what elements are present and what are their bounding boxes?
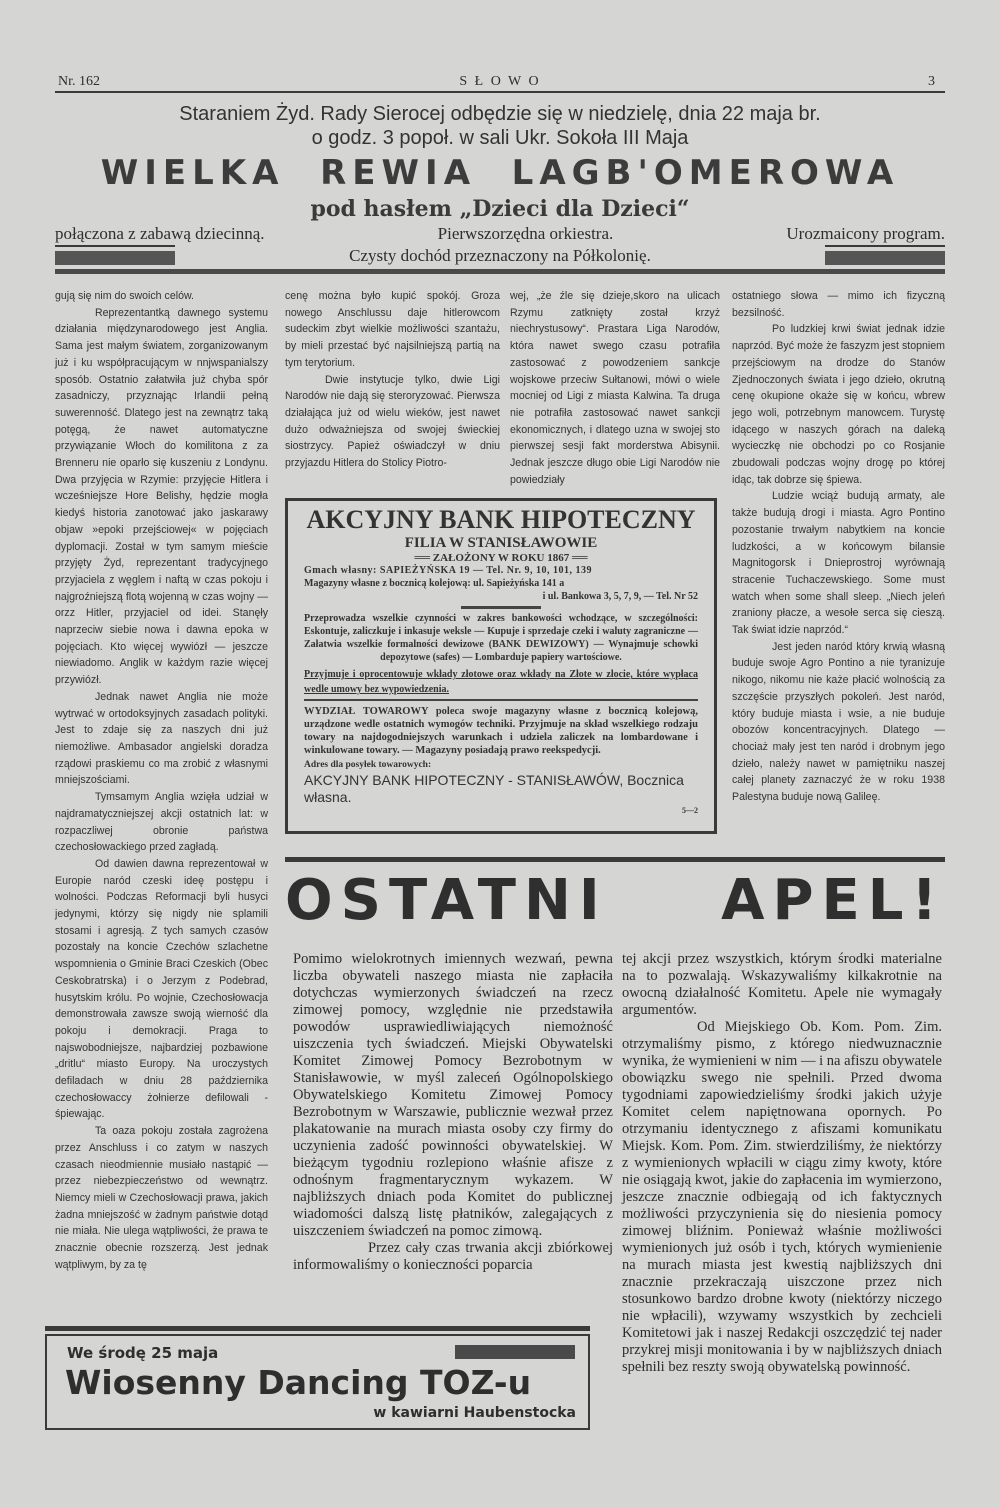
announcement-line-1: Staraniem Żyd. Rady Sierocej odbędzie się w niedzielę, dnia 22 maja br. — [179, 103, 821, 125]
ornament-rule — [55, 245, 175, 247]
paragraph: Dwie instytucje tylko, dwie Ligi Narodów nie dają się steroryzować. Pierwsza działająca już od wielu wieków, jest nawet dużo odważniejsza od swojej świeckiej siostrzycy. Papież oświadczył w dniu przyjazdu Hitlera do Stolicy Piotro- — [285, 373, 500, 470]
ornament-bar-right — [825, 251, 945, 265]
ornament-bar-left — [55, 251, 175, 265]
divider — [461, 606, 541, 609]
bank-branch: FILIA W STANISŁAWOWIE — [404, 535, 598, 551]
dance-date: We środę 25 maja — [67, 1344, 219, 1362]
announcement-line-2: o godz. 3 popoł. w sali Ukr. Sokoła III Maja — [311, 127, 689, 149]
paragraph: Jednak nawet Anglia nie może wytrwać w ortodoksyjnych zasadach polityki. Jest to zdaje się za naszych dni już niemożliwe. Ambasador angielski doradza rządowi praskiemu co ma zrobić z własnymi mniejszościami. — [55, 690, 268, 787]
masthead-rule — [55, 91, 945, 93]
paragraph: Reprezentantką dawnego systemu działania międzynarodowego jest Anglia. Sama jest małym światem, zorganizowanym już i ku współpracującym w nnjwspanialszy sposób. Ostatnio załatwiła już chyba spór zasadniczy, przyznając Irlandii pełną suwerenność. Dlatego jest na zewnątrz taką potęgą, że nawet automatyczne przywiązanie Włoch do komilitona z za Brenneru nie oparło się kuszeniu z Londynu. Dwa przyjęcia w Rzymie: przyjęcie Hitlera i wcześniejsze Hore Belishy, hędzie mogła kiedyś historia zanotować jako jaskarawy objaw »epoki przejściowej« w pojęciach dyplomacji. Został w tym samym mieście przyjęty Żyd, reprezentant tradycyjnego przyjaciela z węglem i naftą w czas pokoju i najgroźniejszą flotą wojenną w czas wojny — orzz Hitler, przyjaciel od idei. Stanęły naprzeciw siebie nowa i dawna epoka w pojęciach. Kto więcej wywiózł — jeszcze niewiadomo. Anglik w każdym razie więcej przywiózł. — [55, 306, 268, 687]
dance-advertisement — [45, 1334, 590, 1430]
announcement-right: Urozmaicony program. — [786, 224, 945, 243]
paragraph: cenę można było kupić spokój. Groza nowego Anschlussu daje hitlerowcom sudeckim zbyt wielkie możliwości szantażu, by mieli przestać być najsilniejszą partią na tym terytorium. — [285, 290, 500, 369]
issue-number: Nr. 162 — [58, 74, 100, 89]
article-column-2 — [285, 288, 500, 472]
article-column-3 — [510, 288, 720, 488]
bank-warehouses-2: i ul. Bankowa 3, 5, 7, 9, — Tel. Nr 52 — [542, 591, 698, 602]
bank-name: AKCYJNY BANK HIPOTECZNY — [306, 505, 696, 534]
appeal-title-right: APEL! — [721, 868, 945, 933]
bank-services: Przeprowadza wszelkie czynności w zakres bankowości wchodzące, w szczególności: Eskontuje, zaliczkuje i inkasuje weksle — Kupuje i sprzedaje czeki i waluty zagraniczne — Załatwia wszelkie formalności dewizowe (BANK DEWIZOWY) — Wynajmuje schowki depozytowe (safes) — Lombarduje papiery wartościowe. — [304, 613, 698, 663]
bank-goods-department: WYDZIAŁ TOWAROWY poleca swoje magazyny własne z bocznicą kolejową, urządzone wedle ostatnich wymogów techniki. Przyjmuje na skład wszelkiego rodzaju towary na najdogodniejszych warunkach i udziela zaliczek na lombardowane i winkulowane towary. — Magazyny posiadają prawo reekspedycji. — [304, 706, 698, 756]
revue-title: WIELKA REWIA LAGB'OMEROWA — [100, 153, 900, 193]
appeal-column-2 — [622, 951, 942, 1376]
paragraph: Jest jeden naród który krwią własną buduje swoje Agro Pontino a nie tyranizuje nikogo, nikomu nie każe płacić wolnością za szczęście przyszłych pokoleń. Jest naród, który buduje miasta i wsie, a nie buduje obozów koncentracyjnych. Dlatego — chociaż mały jest ten naród i drobnym jego dzieło, należy nawet w pamiętniku naszej całej planety zaznaczyć że w roku 1938 Palestyna buduje nową Galileę. — [732, 640, 945, 804]
paragraph: Po ludzkiej krwi świat jednak idzie naprzód. Być może że faszyzm jest stopniem przejściowym na drodze do Stanów Zjednoczonych świata i jego dzieło, okrutną cenę okupione okaże się w końcu, wbrew jego woli, potrzebnym manowcem. Turystę idącego w naszych górach na daleką wycieczkę nie obchodzi po co Rosjanie zbudowali podczas wojny drogę po której idąc, tak dobrze się śpiewa. — [732, 323, 945, 486]
paragraph: Od dawien dawna reprezentował w Europie naród czeski ideę postępu i wolności. Podczas Reformacji byli husyci jedynymi, którzy się nigdy nie splamili stosami i agresją. Z tych samych czasów pozostały na koncie Czechów szlachetne wspomnienia o Gminie Braci Czeskich (Obec Ceskobratrska) i o Jerzym z Podebrad, husytskim królu. Po wojnie, Czechosłowacja demonstrowała zawsze swoją wierność dla pokoju i demokracji. Praga to najswobodniejsze, najbardziej pozbawione „dritlu“ miasto Europy. Na uroczystych defiladach w dniu 28 października czechosłowaccy żołnierze defilowali - śpiewając. — [55, 857, 268, 1121]
paragraph: Ta oaza pokoju została zagrożena przez Anschluss i co zatym w naszych czasach nieodmiennie musiało nastąpić — przez niebezpieczeństwo od wewnątrz. Niemcy mieli w Czechosłowacji prawa, jakich żadna mniejszość w żadnym państwie dotąd nie miała. Nie ulega wątpliwości, że prawa te znacznie obecnie rozszerzą. Jest jednak wątpliwym, by za tę — [55, 1125, 268, 1271]
revue-motto: pod hasłem „Dzieci dla Dzieci“ — [310, 196, 690, 222]
paragraph: Tymsamym Anglia wzięła udział w najdramatyczniejszej akcji ostatnich lat: w rozpaczliwej obronie państwa czechosłowackiego przed zagładą. — [55, 791, 268, 854]
section-rule — [55, 269, 945, 274]
divider — [304, 699, 698, 701]
bank-founded: ZAŁOŻONY W ROKU 1867 — [432, 552, 570, 564]
appeal-title-left: OSTATNI — [285, 868, 608, 933]
bank-address: AKCYJNY BANK HIPOTECZNY - STANISŁAWÓW, Bocznica własna. — [304, 772, 684, 805]
paragraph: tej akcji przez wszystkich, którym środki materialne na to pozwalają. Wskazywaliśmy kilkakrotnie na owocną działalność Komitetu. Apele nie wymagały argumentów. — [622, 951, 942, 1018]
announcement-center: Pierwszorzędna orkiestra. — [437, 224, 614, 243]
announcement-row — [55, 224, 945, 244]
announcement-left: połączona z zabawą dziecinną. — [55, 224, 265, 243]
newspaper-name: S Ł O W O — [459, 74, 541, 89]
dance-ad-rule — [45, 1326, 590, 1331]
bank-advertisement: AKCYJNY BANK HIPOTECZNY FILIA W STANISŁAWOWIE ══ ZAŁOŻONY W ROKU 1867 ══ Gmach własny: SAPIEŻYŃSKA 19 — Tel. Nr. 9, 10, 101, 139 Magazyny własne z bocznicą kolejową: ul. Sapieżyńska 141 a i ul. Bankowa 3, 5, 7, 9, — Tel. Nr 52 Przeprowadza wszelkie czynności w zakres bankowości wchodzące, w szczególności: Eskontuje, zaliczkuje i inkasuje weksle — Kupuje i sprzedaje czeki i waluty zagraniczne — Załatwia wszelkie formalności dewizowe (BANK DEWIZOWY) — Wynajmuje schowki depozytowe (safes) — Lombarduje papiery wartościowe. Przyjmuje i oprocentowuje wkłady złotowe oraz wkłady na Złote w złocie, które wypłaca wedle umowy bez wypowiedzenia. WYDZIAŁ TOWAROWY poleca swoje magazyny własne z bocznicą kolejową, urządzone wedle ostatnich wymogów techniki. Przyjmuje na skład wszelkiego rodzaju towary na najdogodniejszych warunkach i udziela zaliczek na lombardowane i winkulowane towary. — Magazyny posiadają prawo reekspedycji. Adres dla posyłek towarowych: AKCYJNY BANK HIPOTECZNY - STANISŁAWÓW, Bocznica własna. 5—2 — [285, 498, 717, 834]
bank-warehouses-1: Magazyny własne z bocznicą kolejową: ul. Sapieżyńska 141 a — [304, 578, 565, 589]
ornament-rule — [825, 245, 945, 247]
paragraph: ostatniego słowa — mimo ich fizyczną bezsilność. — [732, 290, 945, 319]
article-column-4 — [732, 288, 945, 806]
dance-venue: w kawiarni Haubenstocka — [373, 1405, 576, 1421]
bank-address-label: Adres dla posyłek towarowych: — [304, 760, 432, 770]
appeal-rule — [285, 857, 945, 862]
article-column-1 — [55, 288, 268, 1273]
bank-deposits: Przyjmuje i oprocentowuje wkłady złotowe oraz wkłady na Złote w złocie, które wypłaca wedle umowy bez wypowiedzenia. — [304, 669, 698, 695]
paragraph: wej, „że źle się dzieje,skoro na ulicach Rzymu zatknięty został krzyż niechrystusowy“. Prastara Liga Narodów, która nawet swego czasu potrafiła zastosować z powodzeniem sankcje wojskowe przeciw Sułtanowi, mówi o wiele mocniej od Ligi z miasta Kalwina. Ta druga nie potrafiła zastosować nawet sankcji ekonomicznych, i dlatego uzna w swojej sto pierwszej sesji fakt morderstwa Abisynii. Jednak jeszcze długo obie Ligi Narodów nie powiedziały — [510, 290, 720, 486]
page-number: 3 — [928, 74, 935, 89]
paragraph: Pomimo wielokrotnych imiennych wezwań, pewna liczba obywateli naszego miasta nie zapłaciła dotychczas wymierzonych świadczeń na rzecz zimowej pomocy, względnie nie przedstawiła powodów usprawiedliwiających niemożność uiszczenia tych świadczeń. Miejski Obywatelski Komitet Zimowej Pomocy Bezrobotnym w Stanisławowie, w myśl zaleceń Ogólnopolskiego Obywatelskiego Komitetu Zimowej Pomocy Bezrobotnym w Warszawie, publicznie wezwał przez plakatowanie na murach miasta osoby czy firmy do uczynienia zadość powinności obywatelskiej. W bieżącym tygodniu rozlepiono właśnie afisze z odnośnym fragmentarycznym wykazem. W najbliższych dniach poda Komitet do publicznej wiadomości dalszą listę płatników, zalegających z uiszczeniem świadczeń na pomoc zimową. — [293, 951, 613, 1239]
bank-ad-code: 5—2 — [682, 806, 698, 815]
ornament-bar — [455, 1345, 575, 1359]
appeal-headline — [285, 866, 945, 936]
paragraph: Ludzie wciąż budują armaty, ale także budują drogi i miasta. Agro Pontino pozostanie trwałym nabytkiem na koncie ludzkości, a w końcowym bilansie Magnitogorsk i Dnieprostroj wyrównają stracenie Tuchaczewskiego. Some must watch when some shall sleep. „Niech jeleń zraniony płacze, a wesołe serca się cieszą. Tak świat idzie naprzód.“ — [732, 490, 945, 637]
paragraph: Od Miejskiego Ob. Kom. Pom. Zim. otrzymaliśmy pismo, z którego niedwuznacznie wynika, że wymienieni w nim — i na afiszu obywatele obowiązku swego nie spełnili. Przed dwoma tygodniami zapowiedzieliśmy środki jakich użyje Komitet celem napiętnowana opornych. Po otrzymaniu identycznego z afiszami komunikatu Miejsk. Kom. Pom. Zim. stwierdziliśmy, że niektórzy z wymienionych wpłacili w ciągu zimy kwoty, które nie osiągają kwot, jakie do zapłacenia im wymierzono, jeszcze znacznie odbiegają od ich faktycznych możliwości przyczynienia się do niesienia pomocy zimowej bliźnim. Ponieważ właśnie możliwości wymienionych już osób i tych, których wymienienie na murach miasta jest kwestią najbliższych dni znacznie przekraczają uiszczone przez nich stosunkowo bardzo drobne kwoty (niektórzy niczego nie wpłacili), wzywamy wszystkich by zechcieli Komitetowi jak i naszej Redakcji oszczędzić tej nader przykrej misji monitowania i by w najbliższych dniach spełnili bez reszty swoją obywatelską powinność. — [622, 1019, 942, 1375]
bank-building: Gmach własny: SAPIEŻYŃSKA 19 — Tel. Nr. 9, 10, 101, 139 — [304, 565, 592, 576]
paragraph: gują się nim do swoich celów. — [55, 290, 194, 302]
appeal-column-1 — [293, 951, 613, 1274]
announcement-proceeds: Czysty dochód przeznaczony na Półkolonię. — [349, 246, 651, 265]
paragraph: Przez cały czas trwania akcji zbiórkowej informowaliśmy o konieczności poparcia — [293, 1240, 613, 1273]
dance-title: Wiosenny Dancing TOZ-u — [65, 1363, 532, 1402]
